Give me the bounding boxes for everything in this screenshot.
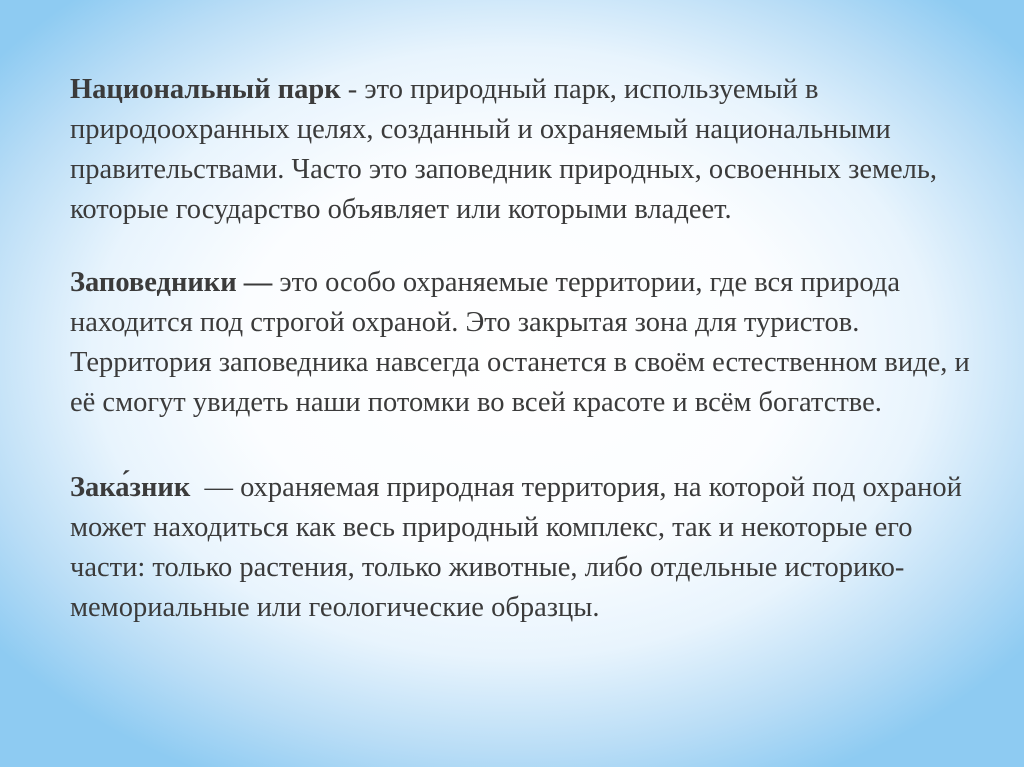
- definition-nature-reserves: это особо охраняемые территории, где вся природа находится под строгой охраной. Это закрытая зона для туристов. Территория заповедника навсегда останется в своём естественном виде, и её смогут увидеть наши потомки во всей красоте и всём богатстве.: [70, 267, 970, 418]
- term-national-park: Национальный парк: [70, 74, 341, 105]
- term-nature-reserves: Заповедники —: [70, 267, 273, 298]
- paragraph-nature-reserves: [70, 263, 985, 423]
- term-zakaznik: Зака́зник: [70, 472, 191, 503]
- definition-national-park: - это природный парк, используемый в природоохранных целях, созданный и охраняемый национальными правительствами. Часто это заповедник природных, освоенных земель, которые государство объявляет или которыми владеет.: [70, 74, 938, 225]
- paragraph-national-park: [70, 70, 985, 230]
- definition-zakaznik: — охраняемая природная территория, на которой под охраной может находиться как весь природный комплекс, так и некоторые его части: только растения, только животные, либо отдельные историко-мемориальные или геологические образцы.: [70, 472, 970, 623]
- slide-text-body: [70, 70, 985, 628]
- paragraph-zakaznik: [70, 468, 985, 628]
